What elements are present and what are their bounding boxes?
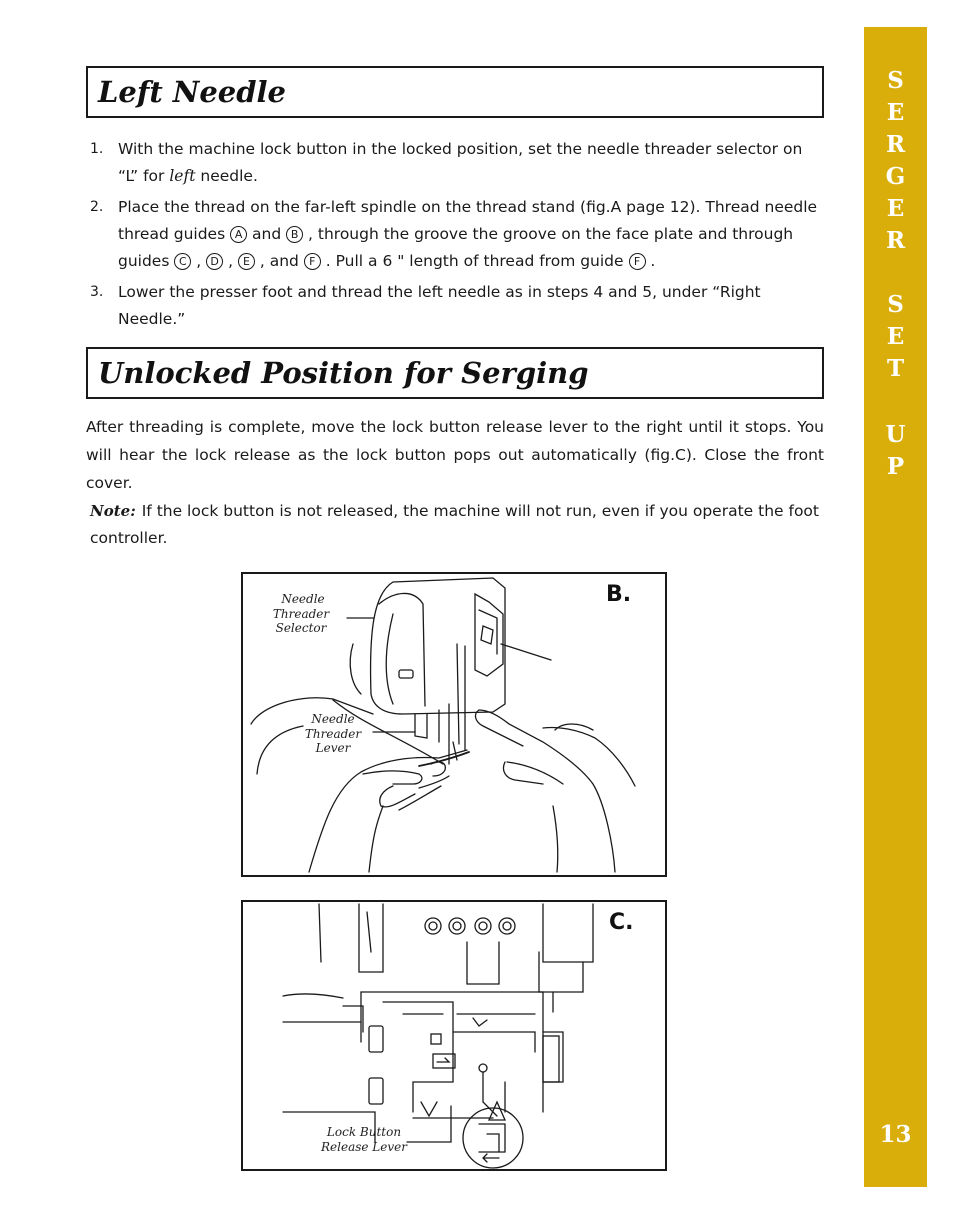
figure-b	[241, 572, 667, 877]
figure-c	[241, 900, 667, 1171]
guide-e-marker: E	[238, 253, 255, 270]
sidebar-letter: T	[886, 355, 905, 382]
step-3	[90, 279, 824, 333]
sidebar-letter: E	[886, 195, 905, 222]
guide-f-marker: F	[304, 253, 321, 270]
step-text: , through the groove the groove on the face plate and through guides	[118, 225, 794, 270]
unlock-paragraph: After threading is complete, move the lock button release lever to the right until it stops. You will hear the lock release as the lock button pops out automatically (fig.C). Close the front cover.	[86, 418, 824, 492]
page-number: 13	[879, 1121, 912, 1148]
guide-f-marker: F	[629, 253, 646, 270]
step-1	[90, 136, 824, 190]
step-text-end: needle.	[195, 167, 258, 185]
step-text: and	[247, 225, 287, 243]
callout-needle-threader-lever-2: Threader Lever	[304, 727, 362, 755]
step-text: With the machine lock button in the locked position, set the needle threader selector on “L” for	[118, 140, 803, 185]
note-text: If the lock button is not released, the machine will not run, even if you operate the foot controller.	[90, 502, 819, 547]
figure-b-label: B.	[606, 582, 632, 607]
section-heading-unlocked-position: Unlocked Position for Serging	[86, 347, 824, 399]
step-2	[90, 194, 824, 275]
section-sidebar	[864, 27, 927, 1187]
sidebar-letter: R	[885, 227, 906, 254]
step-emphasis: left	[169, 167, 196, 185]
step-number: 1.	[90, 141, 104, 157]
steps-list	[90, 136, 824, 337]
sidebar-letter: E	[886, 323, 905, 350]
step-text: Place the thread on the far-left spindle on the thread stand (fig.A page 12). Thread needle thread guides	[118, 198, 818, 243]
sidebar-letter: G	[885, 163, 906, 190]
callout-needle-threader-selector-2: Threader Selector	[272, 607, 330, 635]
figure-c-label: C.	[609, 910, 634, 935]
figure-c-illustration	[243, 902, 665, 1169]
sidebar-letter: E	[886, 99, 905, 126]
guide-b-marker: B	[286, 226, 303, 243]
step-text: . Pull a 6 " length of thread from guide	[320, 252, 629, 270]
step-text: Lower the presser foot and thread the left needle as in steps 4 and 5, under “Right Needle.”	[118, 283, 761, 328]
step-text: , and	[254, 252, 304, 270]
sidebar-letter: S	[887, 67, 904, 94]
sidebar-letter: P	[886, 453, 905, 480]
section-heading-left-needle: Left Needle	[86, 66, 824, 118]
step-number: 3.	[90, 284, 104, 300]
callout-lock-button-release-lever-2: Release Lever	[321, 1140, 407, 1154]
step-text: ,	[191, 252, 207, 270]
callout-lock-button-release-lever-1: Lock Button	[326, 1125, 402, 1139]
sidebar-letter: U	[885, 421, 906, 448]
step-number: 2.	[90, 199, 104, 215]
callout-needle-threader-lever-1: Needle	[311, 712, 355, 726]
callout-needle-threader-selector-1: Needle	[281, 592, 325, 606]
sidebar-letter: S	[887, 291, 904, 318]
note-label: Note:	[90, 502, 136, 520]
step-text: ,	[223, 252, 238, 270]
guide-a-marker: A	[230, 226, 247, 243]
step-text: .	[645, 252, 656, 270]
note	[90, 498, 824, 552]
sidebar-letter: R	[885, 131, 906, 158]
guide-d-marker: D	[206, 253, 223, 270]
guide-c-marker: C	[174, 253, 191, 270]
